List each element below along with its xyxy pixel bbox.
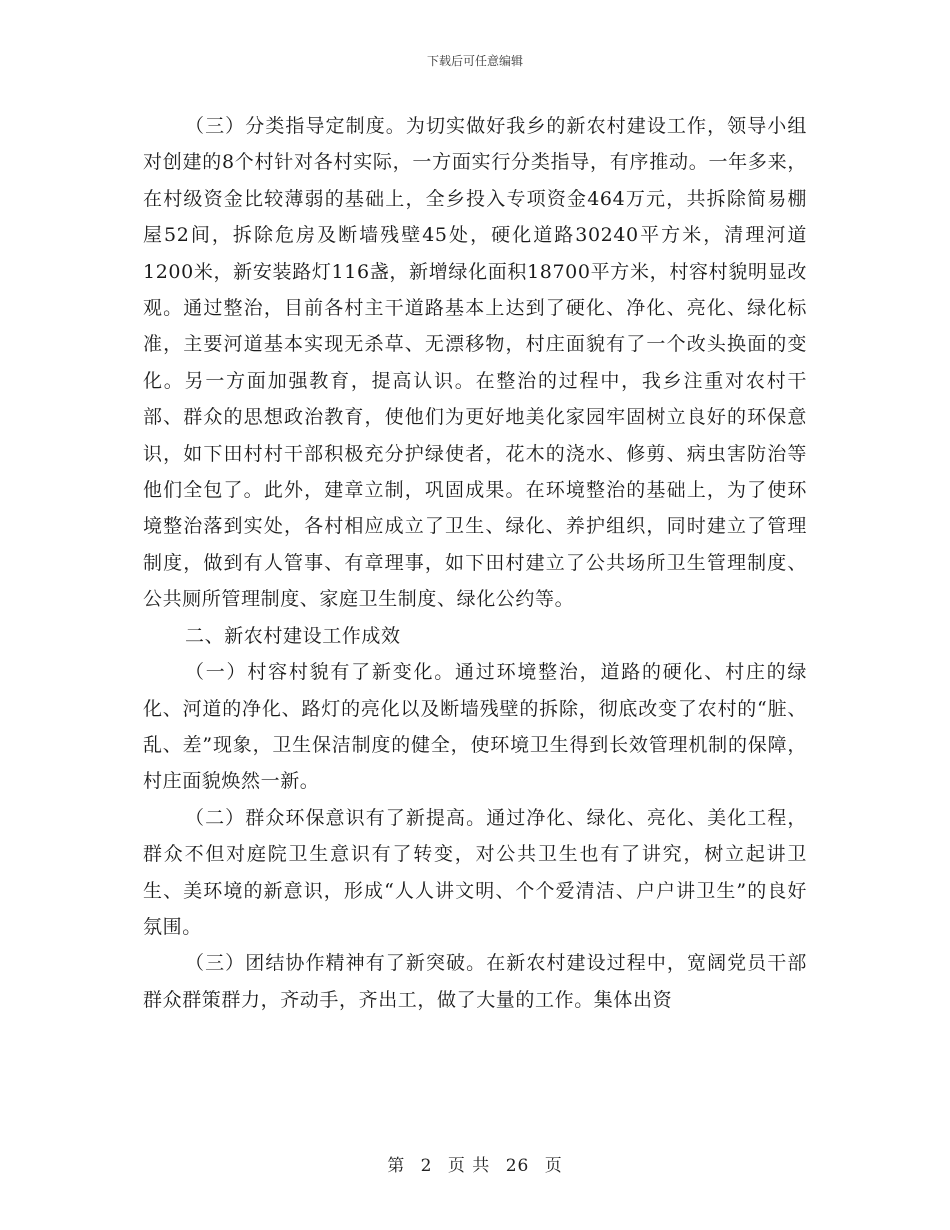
page-suffix: 页 bbox=[544, 1156, 563, 1176]
section-heading-achievements: 二、新农村建设工作成效 bbox=[185, 624, 401, 647]
page-middle-text: 页 共 bbox=[447, 1156, 491, 1176]
page-footer bbox=[0, 1155, 950, 1177]
paragraph-teamwork-spirit: （三）团结协作精神有了新突破。在新农村建设过程中，宽阔党员干部群众群策群力，齐动手，齐出工，做了大量的工作。集体出资 bbox=[143, 952, 807, 1011]
paragraph-village-appearance: （一）村容村貌有了新变化。通过环境整治，道路的硬化、村庄的绿化、河道的净化、路灯的亮化以及断墙残壁的拆除，彻底改变了农村的“脏、乱、差”现象，卫生保洁制度的健全，使环境卫生得到长效管理机制的保障，村庄面貌焕然一新。 bbox=[143, 661, 807, 793]
paragraph-classified-guidance: （三）分类指导定制度。为切实做好我乡的新农村建设工作，领导小组对创建的8个村针对各村实际，一方面实行分类指导，有序推动。一年多来，在村级资金比较薄弱的基础上，全乡投入专项资金464万元，共拆除简易棚屋52间，拆除危房及断墙残壁45处，硬化道路30240平方米，清理河道1200米，新安装路灯116盏，新增绿化面积18700平方米，村容村貌明显改观。通过整治，目前各村主干道路基本上达到了硬化、净化、亮化、绿化标准，主要河道基本实现无杀草、无漂移物，村庄面貌有了一个改头换面的变化。另一方面加强教育，提高认识。在整治的过程中，我乡注重对农村干部、群众的思想政治教育，使他们为更好地美化家园牢固树立良好的环保意识，如下田村村干部积极充分护绿使者，花木的浇水、修剪、病虫害防治等他们全包了。此外，建章立制，巩固成果。在环境整治的基础上，为了使环境整治落到实处，各村相应成立了卫生、绿化、养护组织，同时建立了管理制度，做到有人管事、有章理事，如下田村建立了公共场所卫生管理制度、公共厕所管理制度、家庭卫生制度、绿化公约等。 bbox=[143, 115, 807, 611]
page-prefix: 第 bbox=[387, 1156, 406, 1176]
header-note: 下载后可任意编辑 bbox=[426, 54, 523, 68]
paragraph-environmental-awareness: （二）群众环保意识有了新提高。通过净化、绿化、亮化、美化工程，群众不但对庭院卫生意识有了转变，对公共卫生也有了讲究，树立起讲卫生、美环境的新意识，形成“人人讲文明、个个爱清洁、户户讲卫生”的良好氛围。 bbox=[143, 806, 807, 938]
total-pages-number: 26 bbox=[505, 1156, 530, 1176]
current-page-number: 2 bbox=[420, 1156, 433, 1176]
document-body bbox=[143, 108, 807, 1018]
